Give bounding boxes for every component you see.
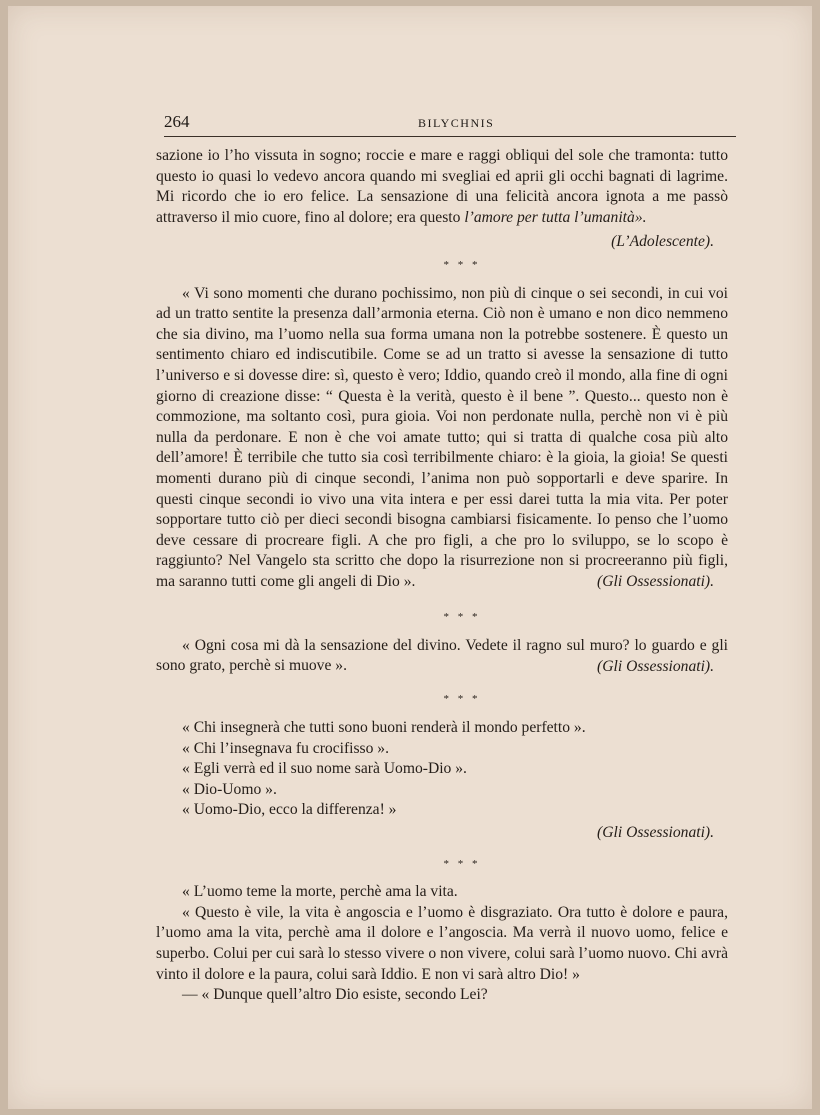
body-text	[156, 146, 728, 1006]
source-citation: (Gli Ossessionati).	[597, 824, 714, 841]
source-citation: (Gli Ossessionati).	[597, 657, 714, 675]
paragraph: « L’uomo teme la morte, perchè ama la vita.	[182, 883, 458, 901]
verse-line: « Chi l’insegnava fu crocifisso ».	[182, 739, 390, 757]
verse-line: « Dio-Uomo ».	[182, 780, 277, 798]
section-divider: * * *	[443, 258, 481, 271]
paragraph: — « Dunque quell’altro Dio esiste, secondo Lei?	[182, 986, 488, 1004]
running-header	[164, 110, 736, 137]
emphasis-text: l’amore per tutta l’umanità».	[464, 208, 647, 226]
source-citation: (Gli Ossessionati).	[597, 573, 714, 591]
section-divider: * * *	[443, 693, 481, 706]
source-citation: (L’Adolescente).	[611, 233, 714, 251]
verse-line: « Chi insegnerà che tutti sono buoni renderà il mondo perfetto ».	[182, 719, 586, 737]
section-divider: * * *	[443, 857, 481, 870]
verse-line: « Uomo-Dio, ecco la differenza! »	[182, 801, 397, 819]
paragraph: « Ogni cosa mi dà la sensazione del divino. Vedete il ragno sul muro? lo guardo e gli sono grato, perchè si muove ».	[156, 636, 728, 675]
verse-line: « Egli verrà ed il suo nome sarà Uomo-Dio ».	[182, 760, 467, 778]
paragraph: « Vi sono momenti che durano pochissimo, non più di cinque o sei secondi, in cui voi ad un tratto sentite la presenza dall’armonia eterna. Ciò non è umano e non dico nemmeno che sia divino, ma l’uomo nella sua forma umana non la potrebbe sostenere. È questo un sentimento chiaro ed indiscutibile. Come se ad un tratto si avesse la sensazione di tutto l’universo e si dovesse dire: sì, questo è vero; Iddio, quando creò il mondo, alla fine di ogni giorno di creazione disse: “ Questa è la verità, questo è il bene ”. Questo... questo non è commozione, ma soltanto così, pura gioia. Voi non perdonate nulla, perchè non vi è più nulla da perdonare. E non è che voi amate tutto; qui si tratta di qualche cosa più alto dell’amore! È terribile che tutto sia così terribilmente chiaro: è la gioia, la gioia! Se questi momenti durano più di cinque secondi, l’anima non può sopportarli e deve sparire. In questi cinque secondi io vivo una vita intera e per essi darei tutta la mia vita. Per poter sopportare tutto ciò per dieci secondi bisogna cambiarsi fisicamente. Io penso che l’uomo deve cessare di procreare figli. A che pro figli, a che pro lo sviluppo, se lo scopo è raggiunto? Nel Vangelo sta scritto che dopo la risurrezione non si procreeranno più figli, ma saranno tutti come gli angeli di Dio ».	[156, 284, 728, 590]
journal-title: BILYCHNIS	[418, 116, 495, 130]
page-number: 264	[164, 112, 190, 131]
paragraph	[156, 146, 728, 228]
paragraph-text: sazione io l’ho vissuta in sogno; roccie e mare e raggi obliqui del sole che tramonta: tutto questo io quasi lo vedevo ancora quando mi svegliai ed aprii gli occhi bagnati di lagrime. Mi ricordo che io ero felice. La sensazione di una felicità ancora ignota a me passò attraverso il mio cuore, fino al dolore; era questo	[156, 147, 728, 226]
section-divider: * * *	[443, 611, 481, 624]
paragraph: « Questo è vile, la vita è angoscia e l’uomo è disgraziato. Ora tutto è dolore e paura, l’uomo ama la vita, perchè ama il dolore e l’angoscia. Ma verrà il nuovo uomo, felice e superbo. Colui per cui sarà lo stesso vivere o non vivere, colui sarà l’uomo nuovo. Chi avrà vinto il dolore e la paura, colui sarà Iddio. E non vi sarà altro Dio! »	[156, 903, 728, 983]
